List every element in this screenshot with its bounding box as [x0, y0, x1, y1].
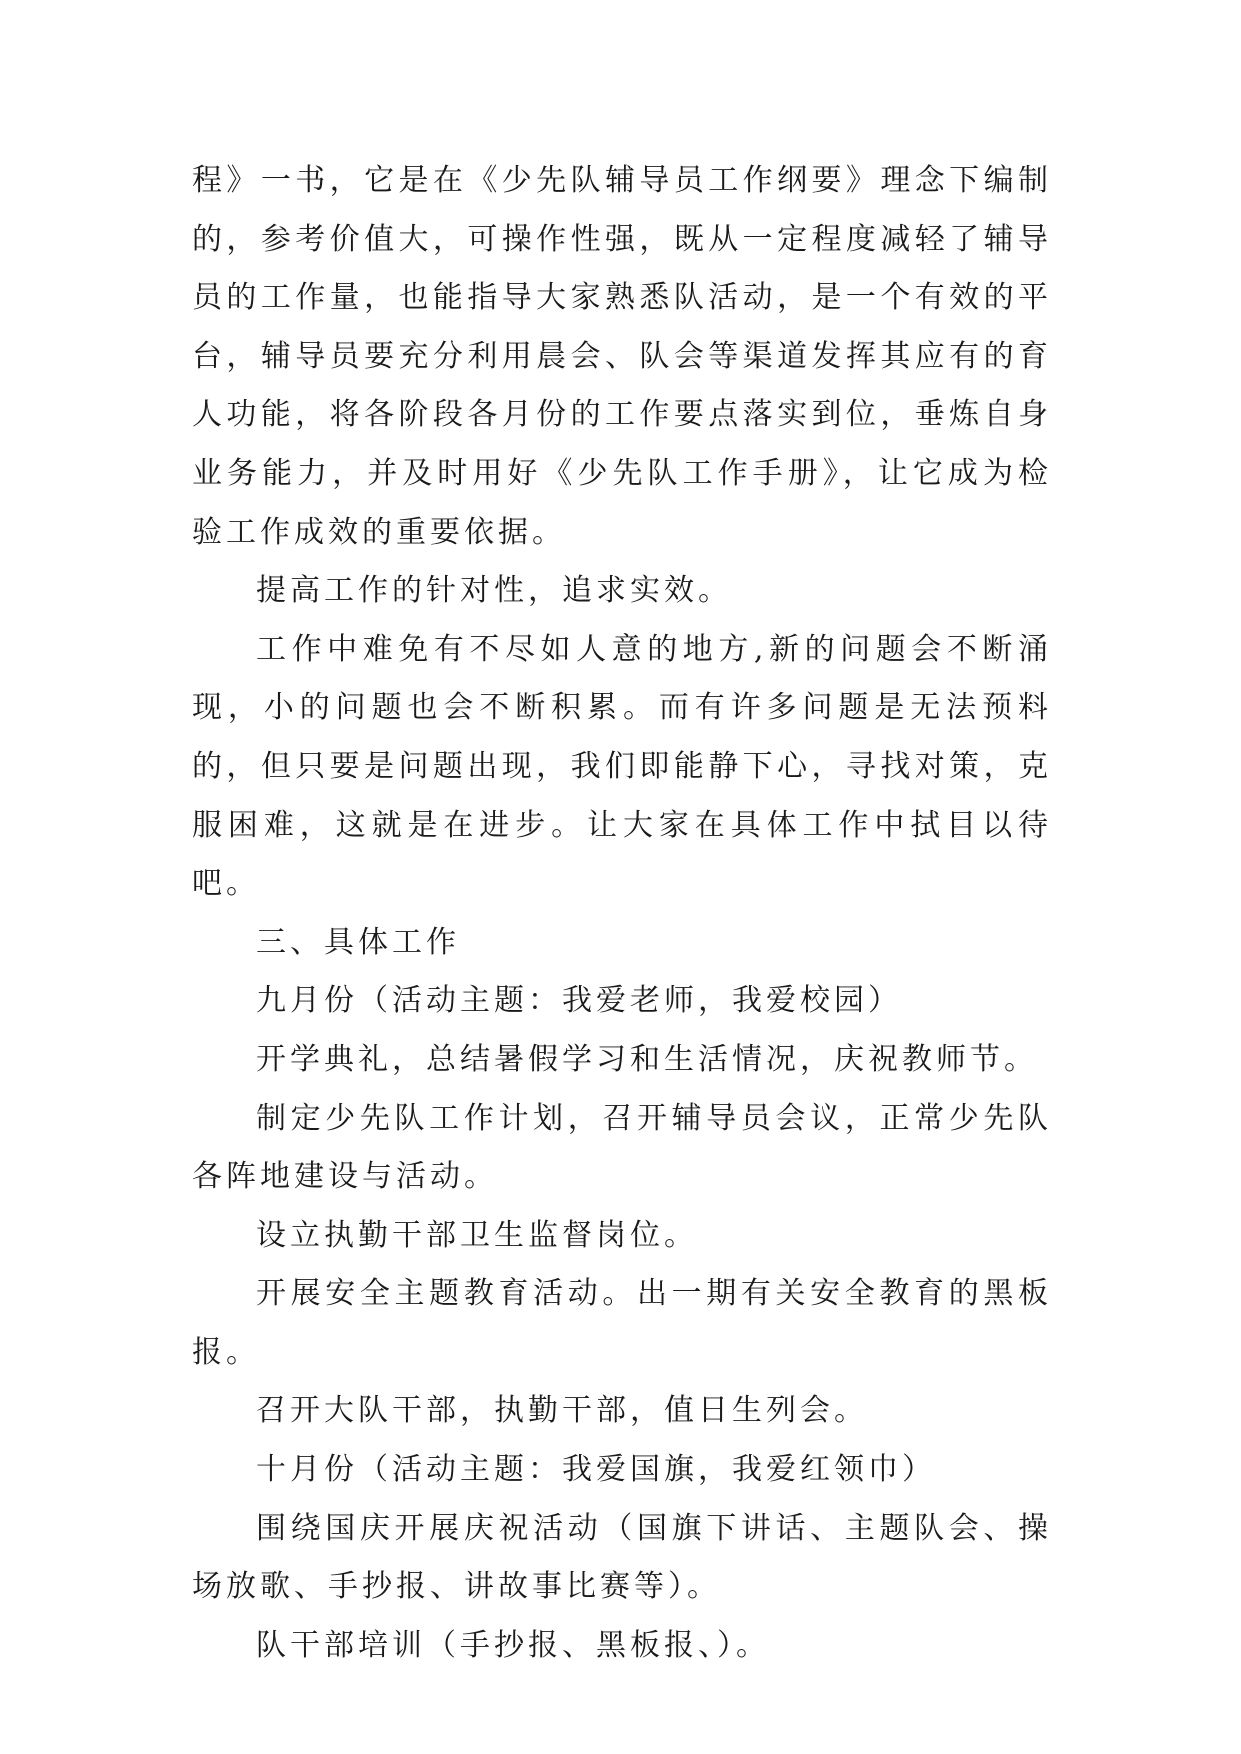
paragraph-item: 开学典礼，总结暑假学习和生活情况，庆祝教师节。: [256, 1041, 1038, 1077]
paragraph-item: 开展安全主题教育活动。出一期有关安全教育的黑板报。: [192, 1276, 1052, 1370]
paragraph-goal: 提高工作的针对性，追求实效。: [256, 573, 732, 609]
paragraph-item: 制定少先队工作计划，召开辅导员会议，正常少先队各阵地建设与活动。: [192, 1100, 1052, 1195]
document-page: [192, 152, 1052, 1675]
paragraph-item: 队干部培训（手抄报、黑板报、）。: [256, 1627, 770, 1663]
paragraph-problems: 工作中难免有不尽如人意的地方,新的问题会不断涌现，小的问题也会不断积累。而有许多问题是无法预料的，但只要是问题出现，我们即能静下心，寻找对策，克服困难，这就是在进步。让大家在具体工作中拭目以待吧。: [192, 631, 1052, 902]
paragraph-continued: 程》一书，它是在《少先队辅导员工作纲要》理念下编制的，参考价值大，可操作性强，既从一定程度减轻了辅导员的工作量，也能指导大家熟悉队活动，是一个有效的平台，辅导员要充分利用晨会、队会等渠道发挥其应有的育人功能，将各阶段各月份的工作要点落实到位，垂炼自身业务能力，并及时用好《少先队工作手册》，让它成为检验工作成效的重要依据。: [192, 163, 1052, 550]
month-heading-october: 十月份（活动主题：我爱国旗，我爱红领巾）: [256, 1452, 936, 1488]
month-heading-september: 九月份（活动主题：我爱老师，我爱校园）: [256, 983, 902, 1019]
section-heading: 三、具体工作: [256, 924, 460, 960]
paragraph-item: 围绕国庆开展庆祝活动（国旗下讲话、主题队会、操场放歌、手抄报、讲故事比赛等）。: [192, 1510, 1052, 1605]
paragraph-item: 召开大队干部，执勤干部，值日生列会。: [256, 1393, 868, 1429]
paragraph-item: 设立执勤干部卫生监督岗位。: [256, 1217, 698, 1253]
